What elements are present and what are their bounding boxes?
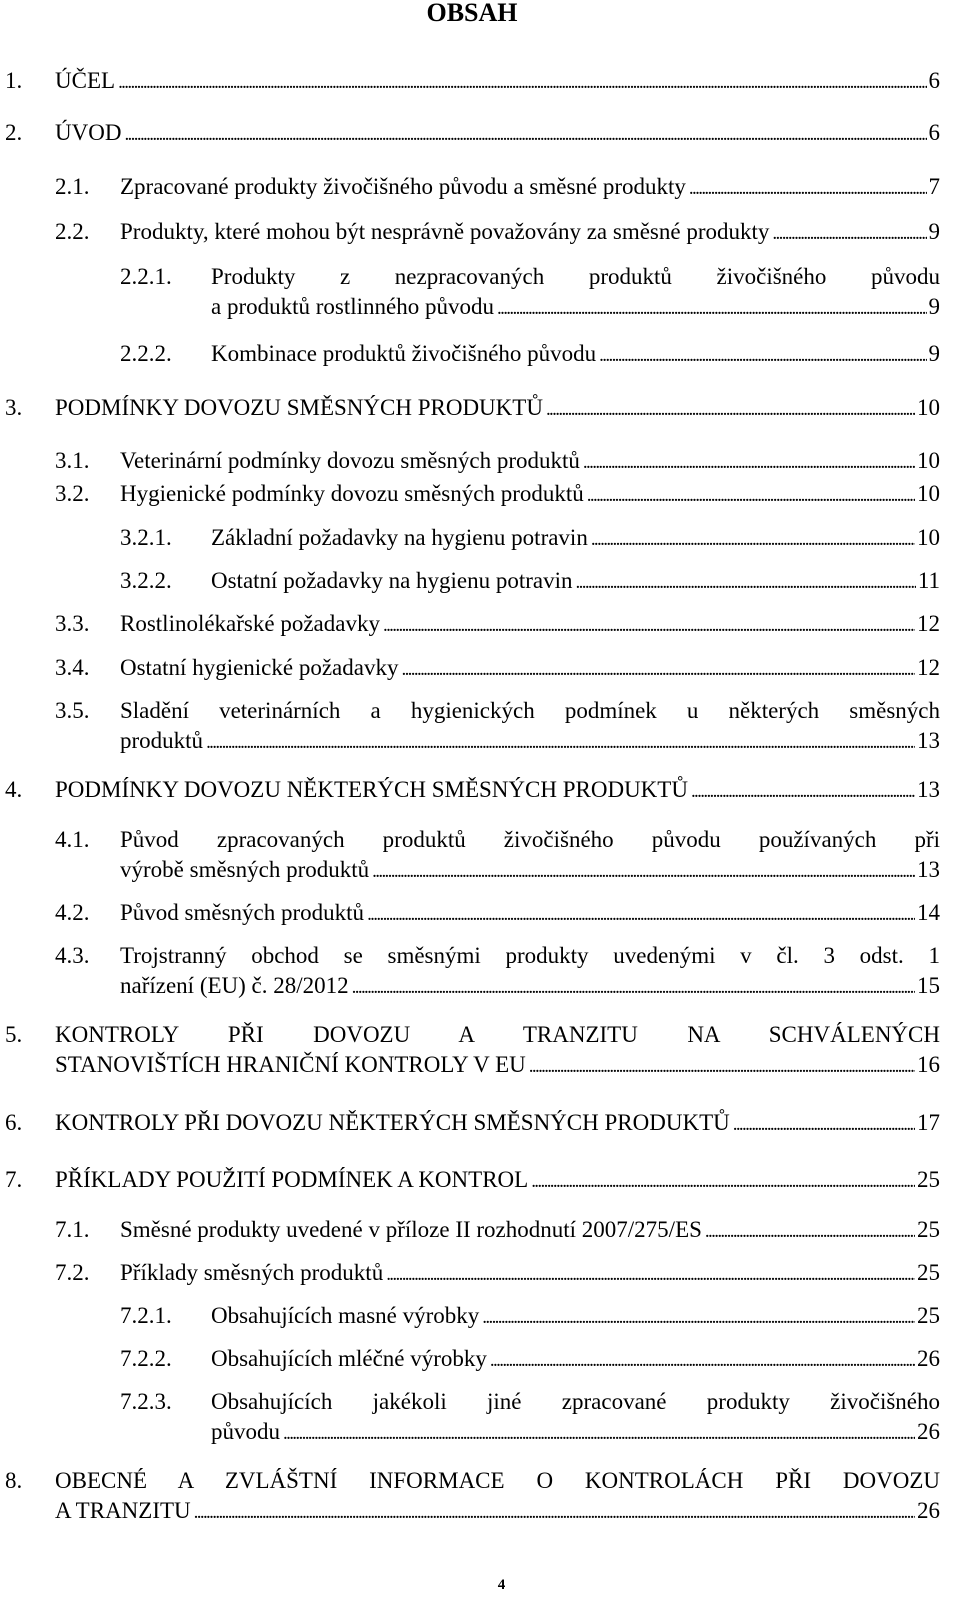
toc-entry-page: 16 bbox=[917, 1052, 940, 1077]
toc-entry-number: 1. bbox=[5, 68, 23, 93]
toc-entry-title: A TRANZITU bbox=[55, 1498, 191, 1523]
toc-entry-line bbox=[120, 726, 940, 758]
toc-entry-line bbox=[120, 1258, 940, 1290]
toc-entry-line bbox=[211, 523, 940, 555]
dot-leader bbox=[352, 971, 915, 1003]
toc-entry-number: 3.2.2. bbox=[120, 568, 172, 593]
toc-entry-number: 3. bbox=[5, 395, 23, 420]
toc-entry-title: nařízení (EU) č. 28/2012 bbox=[120, 973, 349, 998]
toc-entry-line bbox=[55, 118, 940, 150]
toc-entry-line bbox=[55, 66, 940, 98]
toc-entry-number: 4. bbox=[5, 777, 23, 802]
toc-entry-page: 26 bbox=[917, 1419, 940, 1444]
toc-entry-line bbox=[211, 1301, 940, 1333]
toc-entry-page: 26 bbox=[917, 1498, 940, 1523]
toc-entry-line bbox=[120, 855, 940, 887]
toc-entry-title: Produkty z nezpracovaných produktů živočišného původu bbox=[211, 264, 940, 289]
toc-entry[interactable] bbox=[0, 523, 960, 553]
toc-entry-number: 7.2. bbox=[55, 1260, 90, 1285]
toc-entry-title: OBECNÉ A ZVLÁŠTNÍ INFORMACE O KONTROLÁCH PŘI DOVOZU bbox=[55, 1468, 940, 1493]
toc-entry-number: 3.4. bbox=[55, 655, 90, 680]
dot-leader bbox=[194, 1496, 915, 1528]
toc-entry[interactable] bbox=[0, 339, 960, 369]
toc-entry-line bbox=[120, 446, 940, 478]
toc-entry[interactable] bbox=[0, 696, 960, 756]
dot-leader bbox=[367, 898, 915, 930]
toc-entry-page: 10 bbox=[917, 395, 940, 420]
dot-leader bbox=[599, 339, 926, 371]
dot-leader bbox=[401, 653, 915, 685]
toc-entry-page: 15 bbox=[917, 973, 940, 998]
toc-entry-title: Původ zpracovaných produktů živočišného původu používaných při bbox=[120, 827, 940, 852]
toc-entry-title: produktů bbox=[120, 728, 204, 753]
toc-entry-line bbox=[211, 1417, 940, 1449]
toc-entry-number: 3.3. bbox=[55, 611, 90, 636]
toc-entry-line bbox=[55, 1496, 940, 1528]
toc-entry-title: původu bbox=[211, 1419, 280, 1444]
toc-entry-title: Obsahujících jakékoli jiné zpracované produkty živočišného bbox=[211, 1389, 940, 1414]
toc-entry[interactable] bbox=[0, 446, 960, 476]
toc-entry[interactable] bbox=[0, 66, 960, 96]
toc-entry-title: Obsahujících mléčné výrobky bbox=[211, 1346, 487, 1371]
toc-entry-page: 7 bbox=[928, 174, 940, 199]
toc-entry-title: Produkty, které mohou být nesprávně považovány za směsné produkty bbox=[120, 219, 770, 244]
toc-entry-page: 13 bbox=[917, 777, 940, 802]
toc-entry-title: Obsahujících masné výrobky bbox=[211, 1303, 480, 1328]
toc-entry[interactable] bbox=[0, 775, 960, 805]
toc-entry-title: ÚČEL bbox=[55, 68, 116, 93]
page-number: 4 bbox=[497, 1577, 506, 1593]
toc-entry-line bbox=[55, 1108, 940, 1140]
toc-entry-number: 2.2.2. bbox=[120, 341, 172, 366]
toc-entry-number: 3.2. bbox=[55, 481, 90, 506]
toc-entry[interactable] bbox=[0, 1344, 960, 1374]
toc-entry-title: Trojstranný obchod se směsnými produkty uvedenými v čl. 3 odst. 1 bbox=[120, 943, 940, 968]
toc-entry[interactable] bbox=[0, 172, 960, 202]
toc-entry-title: Rostlinolékařské požadavky bbox=[120, 611, 380, 636]
toc-entry-number: 6. bbox=[5, 1110, 23, 1135]
toc-entry[interactable] bbox=[0, 609, 960, 639]
dot-leader bbox=[691, 775, 915, 807]
dot-leader bbox=[118, 66, 926, 98]
toc-entry-number: 7. bbox=[5, 1167, 23, 1192]
toc-entry-line bbox=[120, 898, 940, 930]
toc-entry[interactable] bbox=[0, 566, 960, 596]
dot-leader bbox=[576, 566, 916, 598]
toc-entry-page: 25 bbox=[917, 1260, 940, 1285]
toc-entry-line bbox=[211, 566, 940, 598]
toc-entry-line bbox=[120, 479, 940, 511]
dot-leader bbox=[531, 1165, 915, 1197]
toc-entry-title: PODMÍNKY DOVOZU NĚKTERÝCH SMĚSNÝCH PRODUKTŮ bbox=[55, 777, 688, 802]
toc-entry[interactable] bbox=[0, 479, 960, 509]
toc-entry-title: Veterinární podmínky dovozu směsných produktů bbox=[120, 448, 580, 473]
toc-entry-number: 2.2.1. bbox=[120, 264, 172, 289]
dot-leader bbox=[772, 217, 926, 249]
toc-entry-line bbox=[120, 971, 940, 1003]
toc-entry-number: 3.2.1. bbox=[120, 525, 172, 550]
toc-entry-page: 26 bbox=[917, 1346, 940, 1371]
toc-entry-title: ÚVOD bbox=[55, 120, 122, 145]
toc-entry-page: 25 bbox=[917, 1217, 940, 1242]
toc-entry-page: 6 bbox=[928, 68, 940, 93]
toc-entry-line bbox=[120, 172, 940, 204]
page-title: OBSAH bbox=[426, 0, 518, 27]
toc-entry-title: Ostatní hygienické požadavky bbox=[120, 655, 399, 680]
dot-leader bbox=[583, 446, 915, 478]
dot-leader bbox=[124, 118, 926, 150]
toc-entry-title: Příklady směsných produktů bbox=[120, 1260, 384, 1285]
toc-entry[interactable] bbox=[0, 825, 960, 885]
toc-entry-page: 10 bbox=[917, 448, 940, 473]
toc-entry-page: 10 bbox=[917, 525, 940, 550]
toc-entry-number: 7.1. bbox=[55, 1217, 90, 1242]
dot-leader bbox=[482, 1301, 915, 1333]
toc-entry-number: 2.2. bbox=[55, 219, 90, 244]
toc-entry-line bbox=[211, 339, 940, 371]
toc-entry[interactable] bbox=[0, 1165, 960, 1195]
toc-entry-number: 7.2.1. bbox=[120, 1303, 172, 1328]
toc-entry-page: 9 bbox=[928, 219, 940, 244]
toc-entry-title: Hygienické podmínky dovozu směsných produktů bbox=[120, 481, 584, 506]
dot-leader bbox=[206, 726, 915, 758]
toc-entry-page: 9 bbox=[928, 341, 940, 366]
toc-entry-page: 25 bbox=[917, 1303, 940, 1328]
toc-entry[interactable] bbox=[0, 118, 960, 148]
dot-leader bbox=[733, 1108, 915, 1140]
toc-entry[interactable] bbox=[0, 1258, 960, 1288]
toc-entry-title: a produktů rostlinného původu bbox=[211, 294, 494, 319]
toc-entry-title: Základní požadavky na hygienu potravin bbox=[211, 525, 588, 550]
toc-entry-page: 9 bbox=[928, 294, 940, 319]
toc-entry[interactable] bbox=[0, 941, 960, 1001]
toc-entry-number: 7.2.3. bbox=[120, 1389, 172, 1414]
toc-entry-number: 2. bbox=[5, 120, 23, 145]
toc-entry-page: 13 bbox=[917, 857, 940, 882]
toc-entry-page: 25 bbox=[917, 1167, 940, 1192]
toc-entry[interactable] bbox=[0, 262, 960, 322]
toc-entry-line bbox=[55, 775, 940, 807]
toc-entry-number: 8. bbox=[5, 1468, 23, 1493]
toc-entry[interactable] bbox=[0, 1020, 960, 1080]
toc-entry-title: Původ směsných produktů bbox=[120, 900, 365, 925]
toc-entry-line bbox=[55, 1050, 940, 1082]
dot-leader bbox=[372, 855, 915, 887]
toc-entry-line bbox=[120, 1215, 940, 1247]
toc-entry-page: 13 bbox=[917, 728, 940, 753]
dot-leader bbox=[386, 1258, 915, 1290]
toc-entry-number: 4.3. bbox=[55, 943, 90, 968]
dot-leader bbox=[497, 292, 927, 324]
toc-entry-number: 2.1. bbox=[55, 174, 90, 199]
dot-leader bbox=[383, 609, 915, 641]
toc-entry-number: 4.1. bbox=[55, 827, 90, 852]
toc-entry-title: Ostatní požadavky na hygienu potravin bbox=[211, 568, 573, 593]
toc-entry-number: 7.2.2. bbox=[120, 1346, 172, 1371]
toc-entry-page: 17 bbox=[917, 1110, 940, 1135]
dot-leader bbox=[587, 479, 915, 511]
dot-leader bbox=[591, 523, 915, 555]
dot-leader bbox=[689, 172, 927, 204]
dot-leader bbox=[283, 1417, 915, 1449]
toc-entry[interactable] bbox=[0, 1215, 960, 1245]
toc-entry-title: STANOVIŠTÍCH HRANIČNÍ KONTROLY V EU bbox=[55, 1052, 526, 1077]
toc-entry-line bbox=[55, 1165, 940, 1197]
toc-entry-line bbox=[120, 609, 940, 641]
toc-entry-line bbox=[211, 292, 940, 324]
toc-entry-line bbox=[55, 393, 940, 425]
toc-entry-number: 4.2. bbox=[55, 900, 90, 925]
toc-entry-title: Kombinace produktů živočišného původu bbox=[211, 341, 597, 366]
toc-entry[interactable] bbox=[0, 1466, 960, 1526]
toc-entry-page: 11 bbox=[917, 568, 940, 593]
toc-entry-title: Zpracované produkty živočišného původu a směsné produkty bbox=[120, 174, 686, 199]
toc-entry-title: Směsné produkty uvedené v příloze II rozhodnutí 2007/275/ES bbox=[120, 1217, 702, 1242]
toc-entry[interactable] bbox=[0, 1387, 960, 1447]
toc-entry-title: výrobě směsných produktů bbox=[120, 857, 370, 882]
toc-entry-title: PŘÍKLADY POUŽITÍ PODMÍNEK A KONTROL bbox=[55, 1167, 529, 1192]
toc-entry-number: 3.5. bbox=[55, 698, 90, 723]
toc-entry-title: PODMÍNKY DOVOZU SMĚSNÝCH PRODUKTŮ bbox=[55, 395, 543, 420]
toc-entry-page: 14 bbox=[917, 900, 940, 925]
toc-entry-title: KONTROLY PŘI DOVOZU NĚKTERÝCH SMĚSNÝCH PRODUKTŮ bbox=[55, 1110, 730, 1135]
dot-leader bbox=[529, 1050, 915, 1082]
toc-entry-page: 12 bbox=[917, 655, 940, 680]
toc-entry-line bbox=[120, 217, 940, 249]
toc-entry[interactable] bbox=[0, 1301, 960, 1331]
toc-entry[interactable] bbox=[0, 898, 960, 928]
toc-entry[interactable] bbox=[0, 1108, 960, 1138]
toc-entry-line bbox=[120, 653, 940, 685]
toc-entry-title: KONTROLY PŘI DOVOZU A TRANZITU NA SCHVÁLENÝCH bbox=[55, 1022, 940, 1047]
dot-leader bbox=[546, 393, 915, 425]
toc-entry[interactable] bbox=[0, 393, 960, 423]
toc-entry-title: Sladění veterinárních a hygienických podmínek u některých směsných bbox=[120, 698, 940, 723]
toc-entry-page: 6 bbox=[928, 120, 940, 145]
toc-entry-page: 10 bbox=[917, 481, 940, 506]
toc-entry[interactable] bbox=[0, 217, 960, 247]
toc-entry-page: 12 bbox=[917, 611, 940, 636]
toc-entry[interactable] bbox=[0, 653, 960, 683]
toc-entry-number: 5. bbox=[5, 1022, 23, 1047]
dot-leader bbox=[705, 1215, 915, 1247]
toc-entry-number: 3.1. bbox=[55, 448, 90, 473]
toc-entry-line bbox=[211, 1344, 940, 1376]
dot-leader bbox=[490, 1344, 915, 1376]
